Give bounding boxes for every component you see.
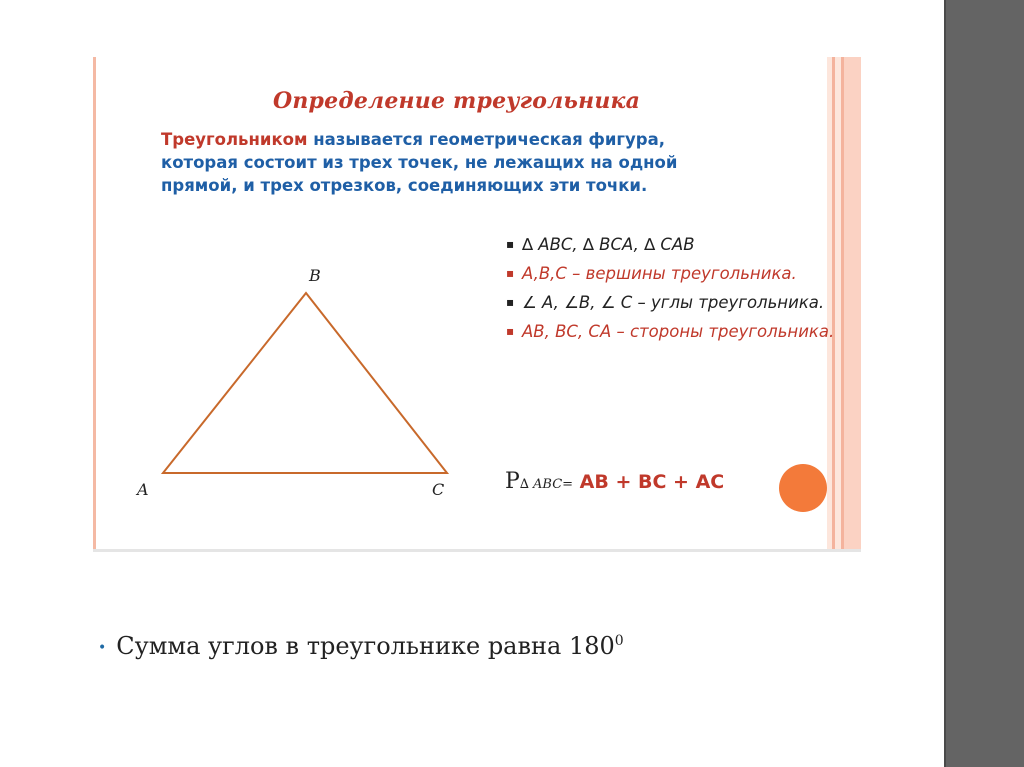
perimeter-subscript: ∆ ABC= bbox=[519, 477, 574, 492]
vertex-label-a: A bbox=[137, 480, 149, 499]
fact-item-vertices bbox=[506, 261, 836, 286]
facts-list bbox=[506, 232, 836, 348]
fact-text: A,B,C – вершины треугольника. bbox=[522, 264, 797, 283]
orange-circle-icon bbox=[779, 464, 827, 512]
vertex-label-b: B bbox=[309, 266, 321, 285]
fact-text: ∠ A, ∠B, ∠ C – углы треугольника. bbox=[522, 293, 825, 312]
square-bullet-icon: ▪ bbox=[506, 295, 515, 309]
square-bullet-icon: ▪ bbox=[506, 266, 515, 280]
fact-item-notation bbox=[506, 232, 836, 257]
perimeter-symbol: P bbox=[505, 469, 520, 494]
bottom-bullet-text: Сумма углов в треугольнике равна 180 bbox=[116, 632, 615, 660]
fact-text: ∆ ABC, ∆ BCA, ∆ CAB bbox=[522, 235, 695, 254]
perimeter-expression: AB + BC + AC bbox=[573, 471, 725, 493]
degree-superscript: 0 bbox=[614, 633, 624, 649]
bottom-bullet-item bbox=[98, 632, 624, 660]
square-bullet-icon: ▪ bbox=[506, 237, 515, 251]
bullet-dot-icon: • bbox=[98, 639, 107, 656]
definition-body: называется геометрическая фигура, которая состоит из трех точек, не лежащих на одной прямой, и трех отрезков, соединяющих эти точки. bbox=[161, 130, 678, 195]
definition-lead-word: Треугольником bbox=[161, 130, 308, 149]
perimeter-formula bbox=[505, 469, 724, 494]
definition-title: Определение треугольника bbox=[273, 88, 641, 114]
triangle-shape bbox=[163, 293, 447, 473]
fact-text: AB, BC, CA – стороны треугольника. bbox=[522, 322, 835, 341]
vertex-label-c: C bbox=[432, 480, 445, 499]
fact-item-angles bbox=[506, 290, 836, 315]
square-bullet-icon: ▪ bbox=[506, 324, 515, 338]
fact-item-sides bbox=[506, 319, 836, 344]
